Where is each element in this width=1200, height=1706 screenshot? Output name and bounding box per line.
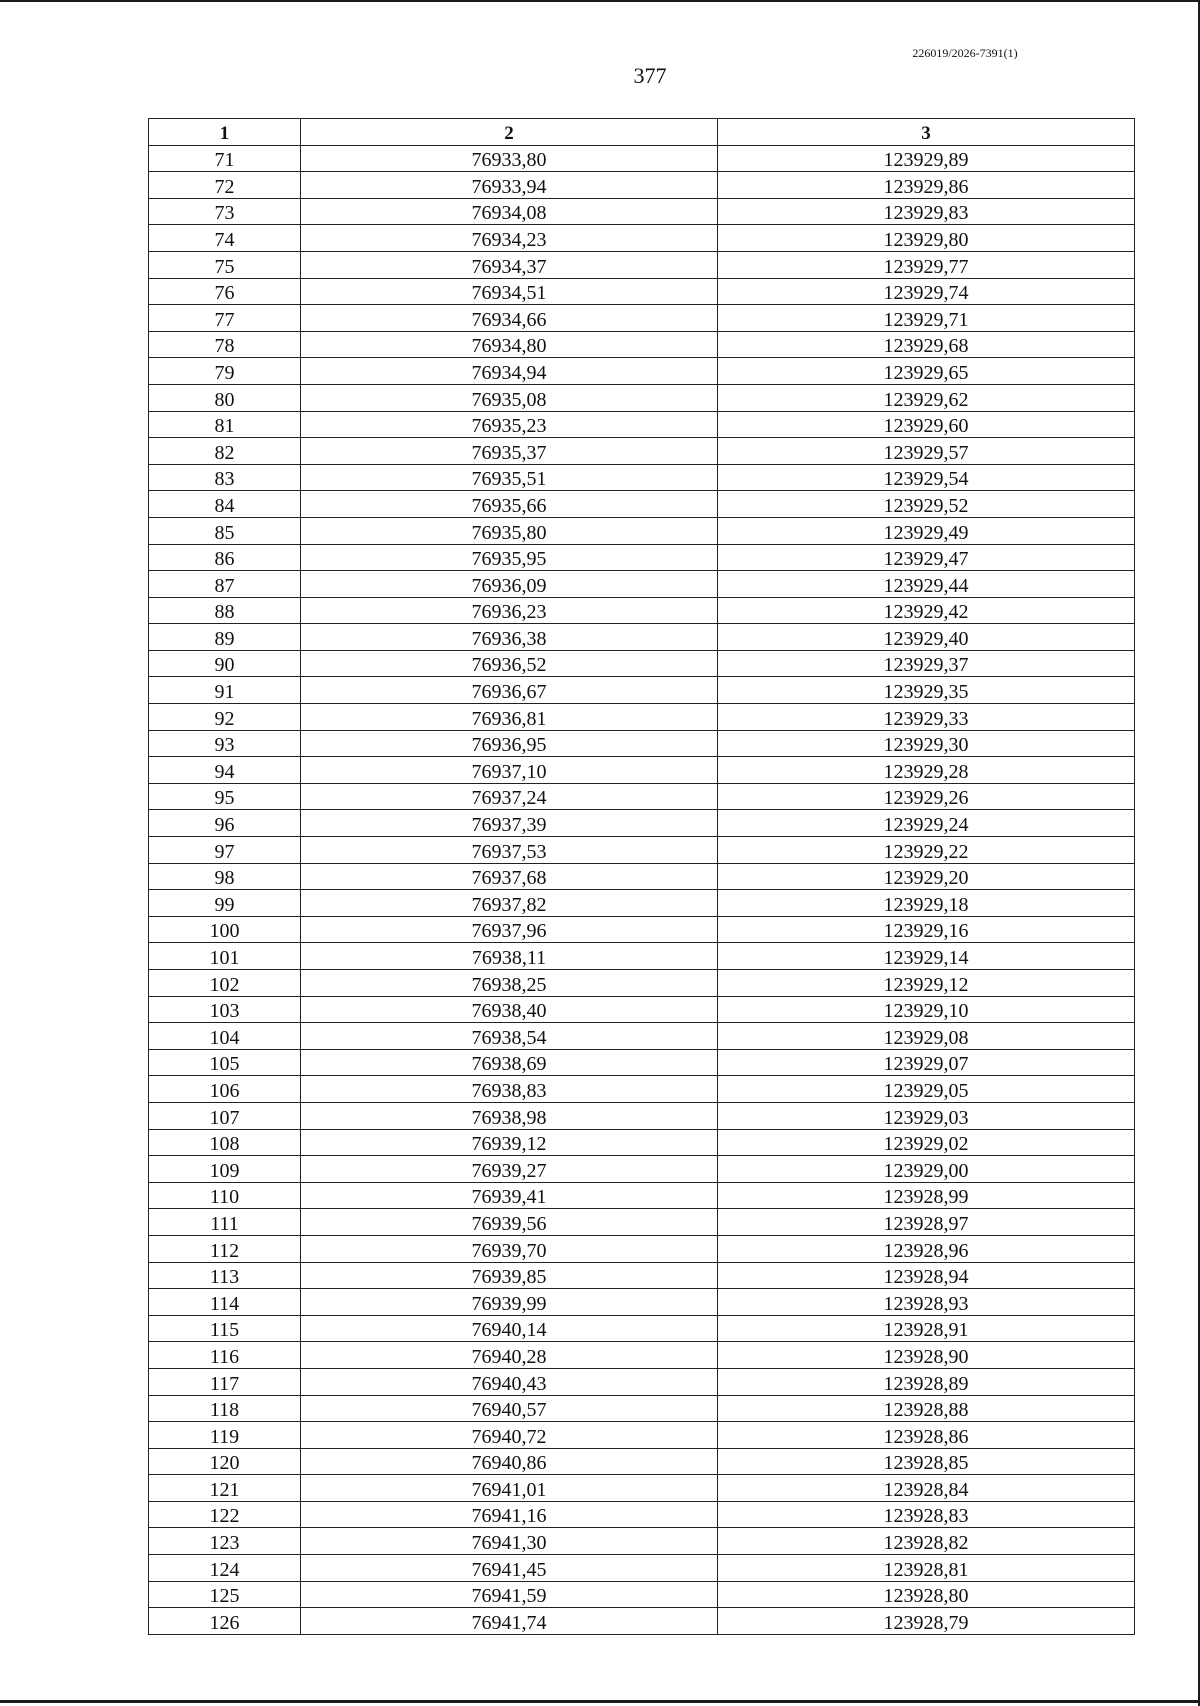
x-coordinate-cell: 76934,66 (301, 305, 718, 332)
table-row (149, 863, 1135, 890)
y-coordinate-cell: 123928,80 (718, 1581, 1135, 1608)
document-reference: 226019/2026-7391(1) (912, 46, 1018, 60)
table-row (149, 650, 1135, 677)
x-coordinate-cell: 76936,38 (301, 624, 718, 651)
y-coordinate-cell: 123929,49 (718, 517, 1135, 544)
table-row (149, 783, 1135, 810)
y-coordinate-cell: 123929,33 (718, 704, 1135, 731)
point-number-cell: 83 (149, 464, 301, 491)
table-row (149, 1608, 1135, 1635)
y-coordinate-cell: 123929,12 (718, 970, 1135, 997)
x-coordinate-cell: 76938,54 (301, 1023, 718, 1050)
table-row (149, 305, 1135, 332)
x-coordinate-cell: 76934,23 (301, 225, 718, 252)
point-number-cell: 104 (149, 1023, 301, 1050)
y-coordinate-cell: 123928,94 (718, 1262, 1135, 1289)
table-row (149, 278, 1135, 305)
x-coordinate-cell: 76940,14 (301, 1315, 718, 1342)
x-coordinate-cell: 76939,70 (301, 1235, 718, 1262)
column-header-3: 3 (718, 119, 1135, 146)
point-number-cell: 118 (149, 1395, 301, 1422)
y-coordinate-cell: 123929,74 (718, 278, 1135, 305)
x-coordinate-cell: 76934,80 (301, 331, 718, 358)
x-coordinate-cell: 76941,45 (301, 1555, 718, 1582)
y-coordinate-cell: 123929,10 (718, 996, 1135, 1023)
x-coordinate-cell: 76933,94 (301, 172, 718, 199)
table-row (149, 438, 1135, 465)
y-coordinate-cell: 123928,99 (718, 1182, 1135, 1209)
x-coordinate-cell: 76938,40 (301, 996, 718, 1023)
point-number-cell: 84 (149, 491, 301, 518)
y-coordinate-cell: 123929,80 (718, 225, 1135, 252)
point-number-cell: 106 (149, 1076, 301, 1103)
x-coordinate-cell: 76935,51 (301, 464, 718, 491)
y-coordinate-cell: 123928,85 (718, 1448, 1135, 1475)
column-header-2: 2 (301, 119, 718, 146)
point-number-cell: 77 (149, 305, 301, 332)
table-row (149, 837, 1135, 864)
x-coordinate-cell: 76936,95 (301, 730, 718, 757)
x-coordinate-cell: 76935,23 (301, 411, 718, 438)
point-number-cell: 78 (149, 331, 301, 358)
point-number-cell: 126 (149, 1608, 301, 1635)
point-number-cell: 117 (149, 1368, 301, 1395)
y-coordinate-cell: 123929,47 (718, 544, 1135, 571)
point-number-cell: 91 (149, 677, 301, 704)
table-row (149, 1235, 1135, 1262)
table-row (149, 704, 1135, 731)
point-number-cell: 81 (149, 411, 301, 438)
point-number-cell: 79 (149, 358, 301, 385)
y-coordinate-cell: 123929,71 (718, 305, 1135, 332)
x-coordinate-cell: 76934,08 (301, 198, 718, 225)
y-coordinate-cell: 123929,77 (718, 251, 1135, 278)
table-row (149, 358, 1135, 385)
y-coordinate-cell: 123928,82 (718, 1528, 1135, 1555)
table-row (149, 916, 1135, 943)
table-row (149, 172, 1135, 199)
y-coordinate-cell: 123929,40 (718, 624, 1135, 651)
x-coordinate-cell: 76939,41 (301, 1182, 718, 1209)
point-number-cell: 116 (149, 1342, 301, 1369)
table-row (149, 1129, 1135, 1156)
point-number-cell: 86 (149, 544, 301, 571)
table-row (149, 1156, 1135, 1183)
y-coordinate-cell: 123928,81 (718, 1555, 1135, 1582)
x-coordinate-cell: 76935,66 (301, 491, 718, 518)
y-coordinate-cell: 123929,02 (718, 1129, 1135, 1156)
x-coordinate-cell: 76934,51 (301, 278, 718, 305)
table-row (149, 1501, 1135, 1528)
y-coordinate-cell: 123929,08 (718, 1023, 1135, 1050)
x-coordinate-cell: 76941,16 (301, 1501, 718, 1528)
page-number: 377 (633, 63, 667, 88)
x-coordinate-cell: 76941,59 (301, 1581, 718, 1608)
point-number-cell: 122 (149, 1501, 301, 1528)
y-coordinate-cell: 123929,60 (718, 411, 1135, 438)
x-coordinate-cell: 76939,85 (301, 1262, 718, 1289)
y-coordinate-cell: 123928,83 (718, 1501, 1135, 1528)
point-number-cell: 115 (149, 1315, 301, 1342)
table-row (149, 1581, 1135, 1608)
table-row (149, 491, 1135, 518)
x-coordinate-cell: 76937,53 (301, 837, 718, 864)
x-coordinate-cell: 76937,68 (301, 863, 718, 890)
x-coordinate-cell: 76938,83 (301, 1076, 718, 1103)
point-number-cell: 108 (149, 1129, 301, 1156)
table-row (149, 517, 1135, 544)
y-coordinate-cell: 123929,42 (718, 597, 1135, 624)
x-coordinate-cell: 76936,81 (301, 704, 718, 731)
x-coordinate-cell: 76937,24 (301, 783, 718, 810)
y-coordinate-cell: 123928,96 (718, 1235, 1135, 1262)
point-number-cell: 76 (149, 278, 301, 305)
y-coordinate-cell: 123929,03 (718, 1102, 1135, 1129)
point-number-cell: 99 (149, 890, 301, 917)
point-number-cell: 100 (149, 916, 301, 943)
point-number-cell: 113 (149, 1262, 301, 1289)
table-row (149, 198, 1135, 225)
table-row (149, 1289, 1135, 1316)
table-row (149, 1023, 1135, 1050)
table-row (149, 1395, 1135, 1422)
point-number-cell: 87 (149, 571, 301, 598)
table-row (149, 677, 1135, 704)
x-coordinate-cell: 76935,37 (301, 438, 718, 465)
y-coordinate-cell: 123928,86 (718, 1422, 1135, 1449)
y-coordinate-cell: 123928,90 (718, 1342, 1135, 1369)
point-number-cell: 88 (149, 597, 301, 624)
table-row (149, 1315, 1135, 1342)
table-row (149, 890, 1135, 917)
y-coordinate-cell: 123928,79 (718, 1608, 1135, 1635)
coordinates-table (148, 118, 1135, 1635)
point-number-cell: 92 (149, 704, 301, 731)
point-number-cell: 101 (149, 943, 301, 970)
x-coordinate-cell: 76940,57 (301, 1395, 718, 1422)
x-coordinate-cell: 76936,67 (301, 677, 718, 704)
x-coordinate-cell: 76938,25 (301, 970, 718, 997)
table-row (149, 1342, 1135, 1369)
x-coordinate-cell: 76936,23 (301, 597, 718, 624)
point-number-cell: 72 (149, 172, 301, 199)
table-row (149, 251, 1135, 278)
x-coordinate-cell: 76938,98 (301, 1102, 718, 1129)
table-row (149, 1209, 1135, 1236)
column-header-1: 1 (149, 119, 301, 146)
y-coordinate-cell: 123929,65 (718, 358, 1135, 385)
y-coordinate-cell: 123929,30 (718, 730, 1135, 757)
x-coordinate-cell: 76939,56 (301, 1209, 718, 1236)
point-number-cell: 85 (149, 517, 301, 544)
table-row (149, 597, 1135, 624)
point-number-cell: 74 (149, 225, 301, 252)
x-coordinate-cell: 76941,30 (301, 1528, 718, 1555)
table-row (149, 730, 1135, 757)
table-row (149, 1448, 1135, 1475)
x-coordinate-cell: 76940,72 (301, 1422, 718, 1449)
table-row (149, 810, 1135, 837)
point-number-cell: 75 (149, 251, 301, 278)
y-coordinate-cell: 123929,05 (718, 1076, 1135, 1103)
point-number-cell: 112 (149, 1235, 301, 1262)
page-bottom-rule (0, 1700, 1200, 1703)
y-coordinate-cell: 123929,83 (718, 198, 1135, 225)
y-coordinate-cell: 123929,18 (718, 890, 1135, 917)
point-number-cell: 103 (149, 996, 301, 1023)
table-row (149, 411, 1135, 438)
y-coordinate-cell: 123929,16 (718, 916, 1135, 943)
point-number-cell: 98 (149, 863, 301, 890)
y-coordinate-cell: 123928,91 (718, 1315, 1135, 1342)
y-coordinate-cell: 123929,20 (718, 863, 1135, 890)
table-row (149, 1528, 1135, 1555)
x-coordinate-cell: 76940,86 (301, 1448, 718, 1475)
x-coordinate-cell: 76940,28 (301, 1342, 718, 1369)
table-row (149, 757, 1135, 784)
y-coordinate-cell: 123928,89 (718, 1368, 1135, 1395)
point-number-cell: 114 (149, 1289, 301, 1316)
point-number-cell: 124 (149, 1555, 301, 1582)
x-coordinate-cell: 76935,80 (301, 517, 718, 544)
point-number-cell: 121 (149, 1475, 301, 1502)
table-row (149, 331, 1135, 358)
point-number-cell: 123 (149, 1528, 301, 1555)
point-number-cell: 95 (149, 783, 301, 810)
table-row (149, 1475, 1135, 1502)
y-coordinate-cell: 123928,88 (718, 1395, 1135, 1422)
point-number-cell: 120 (149, 1448, 301, 1475)
table-row (149, 1368, 1135, 1395)
table-row (149, 571, 1135, 598)
x-coordinate-cell: 76936,52 (301, 650, 718, 677)
point-number-cell: 119 (149, 1422, 301, 1449)
point-number-cell: 82 (149, 438, 301, 465)
point-number-cell: 111 (149, 1209, 301, 1236)
point-number-cell: 109 (149, 1156, 301, 1183)
y-coordinate-cell: 123929,37 (718, 650, 1135, 677)
point-number-cell: 96 (149, 810, 301, 837)
y-coordinate-cell: 123929,62 (718, 384, 1135, 411)
point-number-cell: 93 (149, 730, 301, 757)
table-row (149, 624, 1135, 651)
x-coordinate-cell: 76939,27 (301, 1156, 718, 1183)
table-row (149, 225, 1135, 252)
y-coordinate-cell: 123929,86 (718, 172, 1135, 199)
x-coordinate-cell: 76938,69 (301, 1049, 718, 1076)
table-body (149, 145, 1135, 1634)
y-coordinate-cell: 123928,97 (718, 1209, 1135, 1236)
point-number-cell: 102 (149, 970, 301, 997)
y-coordinate-cell: 123929,22 (718, 837, 1135, 864)
point-number-cell: 71 (149, 145, 301, 172)
y-coordinate-cell: 123929,00 (718, 1156, 1135, 1183)
table-row (149, 544, 1135, 571)
x-coordinate-cell: 76934,37 (301, 251, 718, 278)
x-coordinate-cell: 76938,11 (301, 943, 718, 970)
y-coordinate-cell: 123929,52 (718, 491, 1135, 518)
point-number-cell: 90 (149, 650, 301, 677)
table-row (149, 970, 1135, 997)
x-coordinate-cell: 76940,43 (301, 1368, 718, 1395)
y-coordinate-cell: 123929,26 (718, 783, 1135, 810)
y-coordinate-cell: 123929,28 (718, 757, 1135, 784)
y-coordinate-cell: 123929,68 (718, 331, 1135, 358)
table-row (149, 1049, 1135, 1076)
y-coordinate-cell: 123929,89 (718, 145, 1135, 172)
table-row (149, 464, 1135, 491)
x-coordinate-cell: 76941,01 (301, 1475, 718, 1502)
y-coordinate-cell: 123928,84 (718, 1475, 1135, 1502)
table-row (149, 996, 1135, 1023)
point-number-cell: 110 (149, 1182, 301, 1209)
x-coordinate-cell: 76937,82 (301, 890, 718, 917)
point-number-cell: 105 (149, 1049, 301, 1076)
table-row (149, 1102, 1135, 1129)
x-coordinate-cell: 76939,99 (301, 1289, 718, 1316)
x-coordinate-cell: 76937,39 (301, 810, 718, 837)
y-coordinate-cell: 123929,24 (718, 810, 1135, 837)
y-coordinate-cell: 123929,35 (718, 677, 1135, 704)
y-coordinate-cell: 123929,14 (718, 943, 1135, 970)
table-row (149, 943, 1135, 970)
point-number-cell: 80 (149, 384, 301, 411)
x-coordinate-cell: 76934,94 (301, 358, 718, 385)
table-row (149, 1555, 1135, 1582)
y-coordinate-cell: 123929,57 (718, 438, 1135, 465)
x-coordinate-cell: 76936,09 (301, 571, 718, 598)
table-row (149, 1182, 1135, 1209)
table-row (149, 1262, 1135, 1289)
table-row (149, 384, 1135, 411)
x-coordinate-cell: 76939,12 (301, 1129, 718, 1156)
table-row (149, 145, 1135, 172)
y-coordinate-cell: 123929,54 (718, 464, 1135, 491)
x-coordinate-cell: 76935,08 (301, 384, 718, 411)
table-row (149, 1422, 1135, 1449)
point-number-cell: 73 (149, 198, 301, 225)
point-number-cell: 97 (149, 837, 301, 864)
x-coordinate-cell: 76941,74 (301, 1608, 718, 1635)
point-number-cell: 89 (149, 624, 301, 651)
x-coordinate-cell: 76937,10 (301, 757, 718, 784)
y-coordinate-cell: 123928,93 (718, 1289, 1135, 1316)
x-coordinate-cell: 76935,95 (301, 544, 718, 571)
table-header-row (149, 119, 1135, 146)
y-coordinate-cell: 123929,07 (718, 1049, 1135, 1076)
point-number-cell: 125 (149, 1581, 301, 1608)
x-coordinate-cell: 76937,96 (301, 916, 718, 943)
y-coordinate-cell: 123929,44 (718, 571, 1135, 598)
point-number-cell: 107 (149, 1102, 301, 1129)
table-row (149, 1076, 1135, 1103)
x-coordinate-cell: 76933,80 (301, 145, 718, 172)
point-number-cell: 94 (149, 757, 301, 784)
